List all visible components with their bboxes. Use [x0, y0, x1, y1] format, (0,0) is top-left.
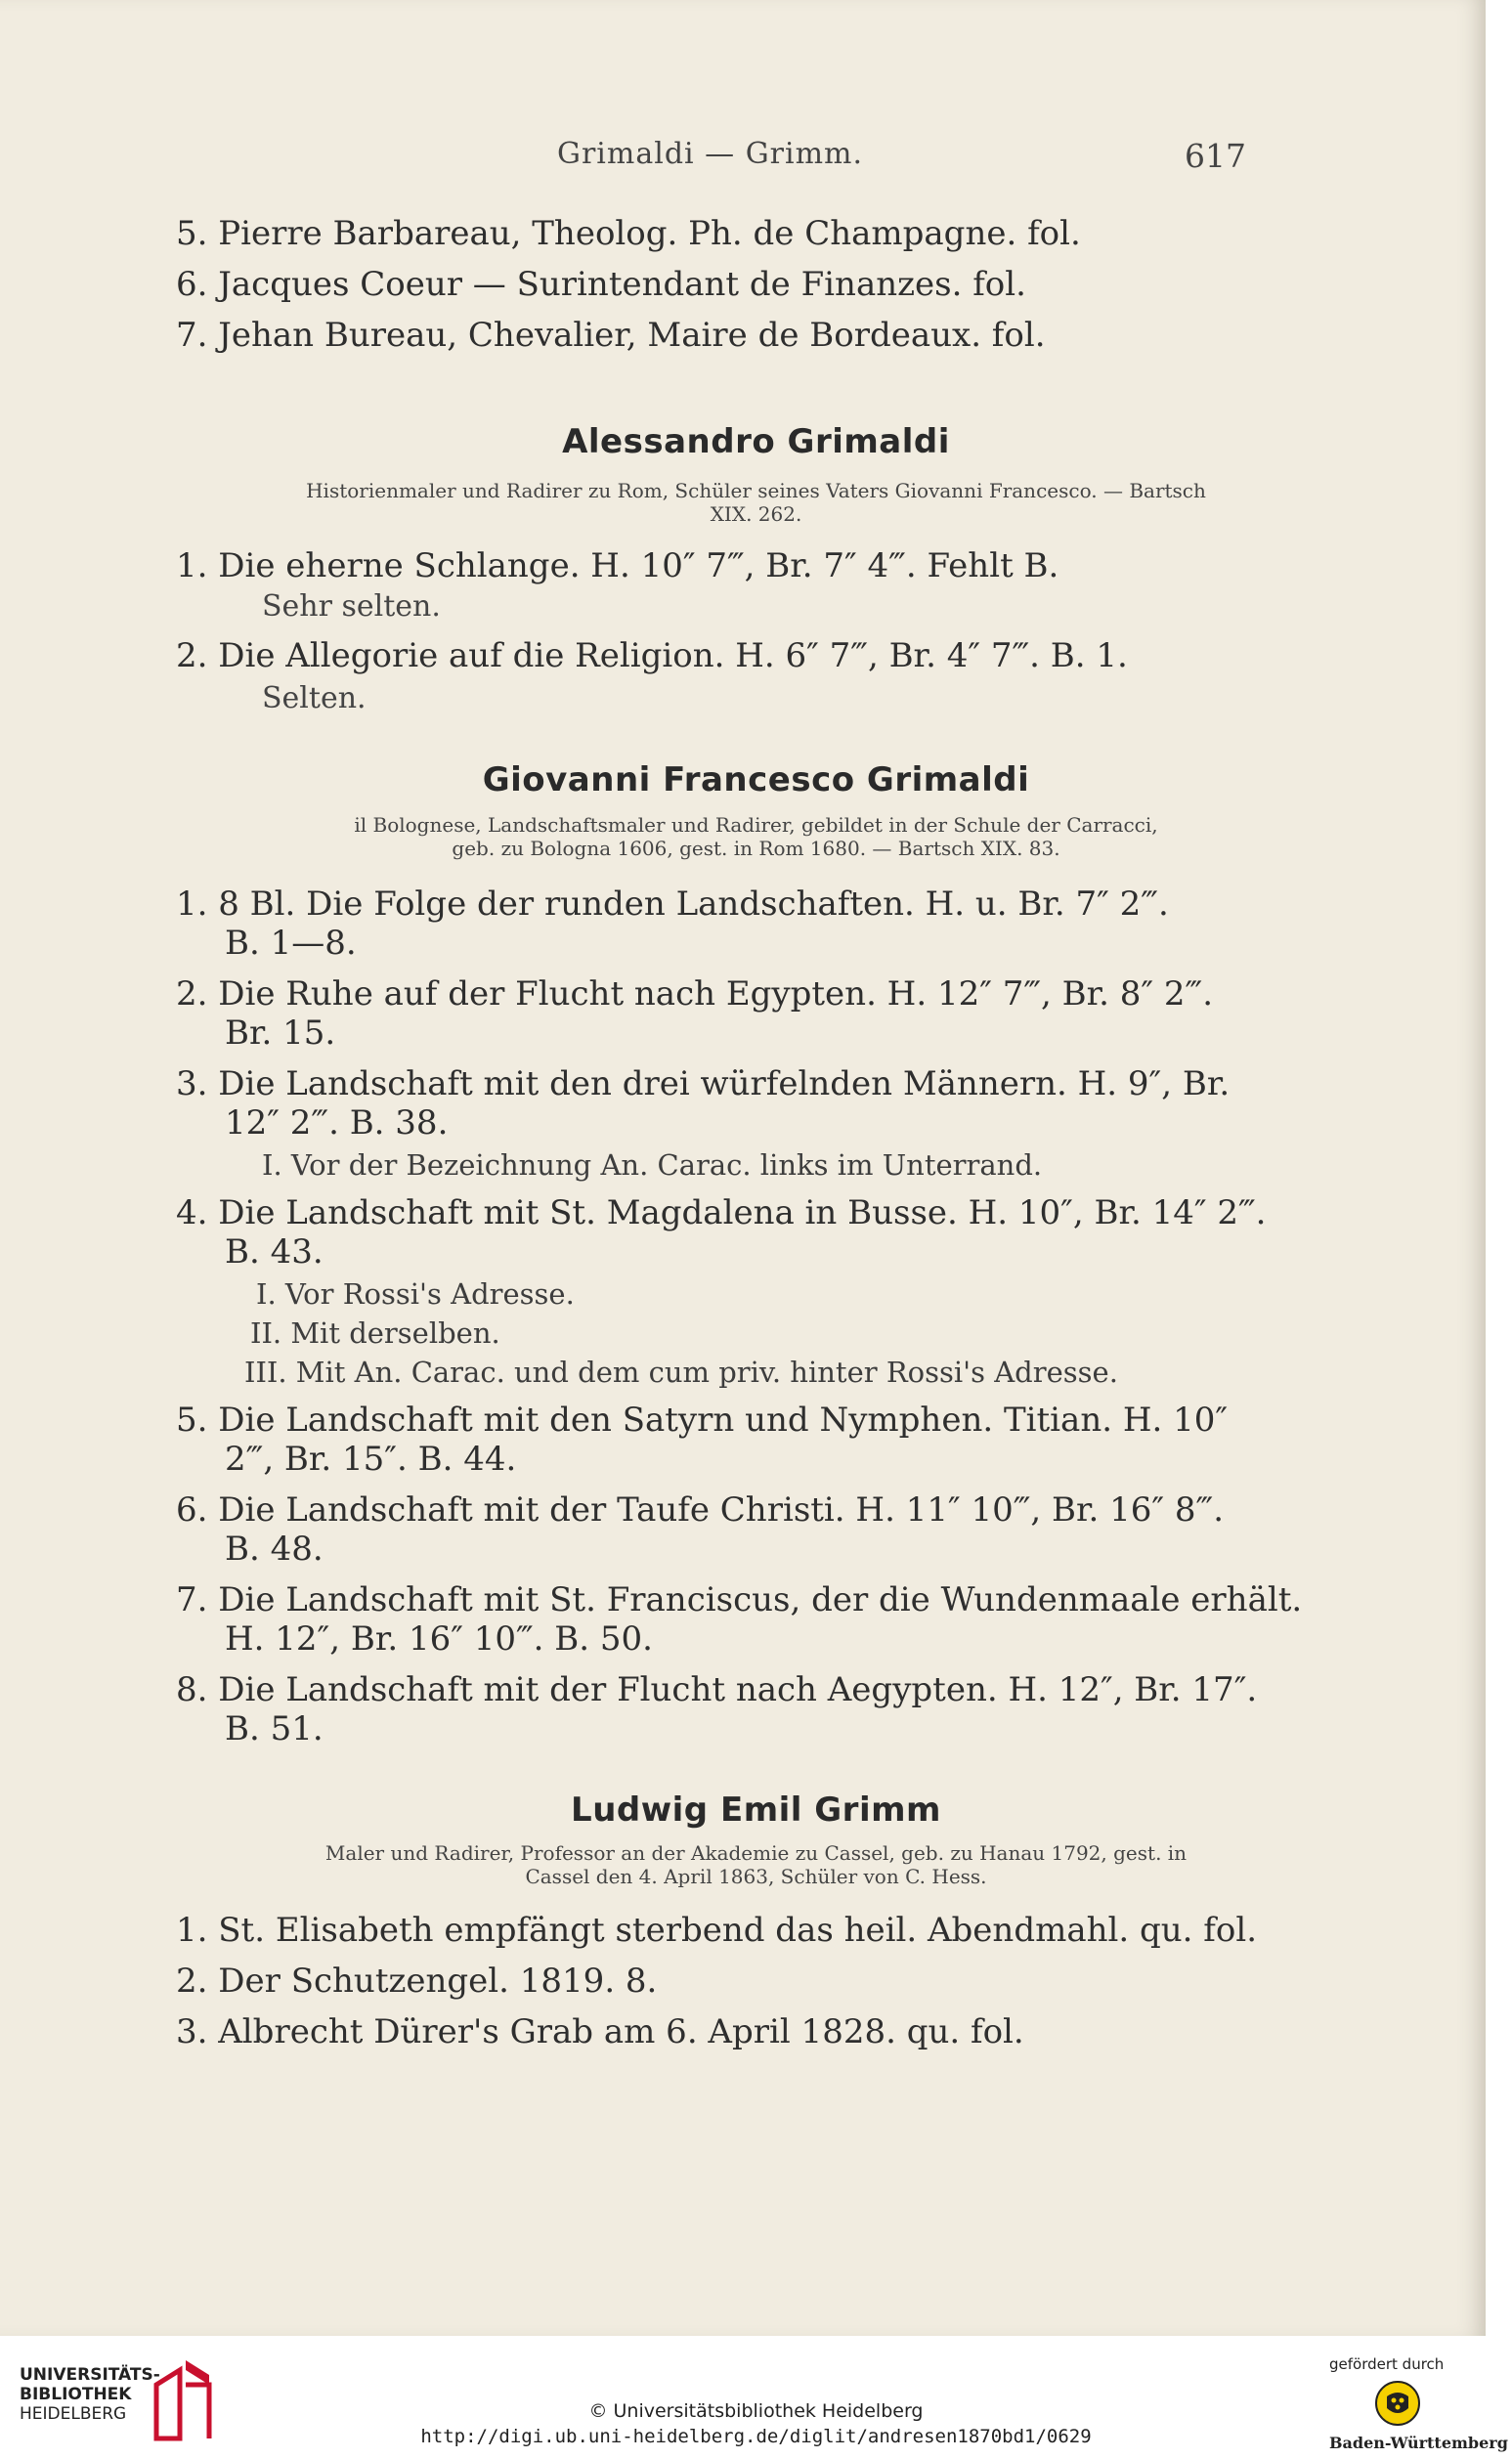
- entry-line-cont: Br. 15.: [225, 1014, 336, 1053]
- entry-line: 7. Jehan Bureau, Chevalier, Maire de Bordeaux. fol.: [176, 316, 1046, 355]
- artist-description-line: XIX. 262.: [710, 502, 802, 526]
- entry-line: 2. Der Schutzengel. 1819. 8.: [176, 1962, 658, 2001]
- state-seal-icon: [1373, 2379, 1422, 2428]
- entry-line-cont: B. 51.: [225, 1709, 324, 1748]
- entry-note: Selten.: [262, 681, 367, 715]
- copyright-notice: © Universitätsbibliothek Heidelberg: [588, 2400, 924, 2422]
- page-number: 617: [1185, 137, 1246, 175]
- state-note: II. Mit derselben.: [250, 1316, 500, 1350]
- entry-line: 7. Die Landschaft mit St. Franciscus, der die Wundenmaale erhält.: [176, 1580, 1303, 1619]
- state-note: III. Mit An. Carac. und dem cum priv. hinter Rossi's Adresse.: [244, 1356, 1118, 1389]
- state-note: I. Vor Rossi's Adresse.: [256, 1277, 575, 1311]
- entry-line: 4. Die Landschaft mit St. Magdalena in Busse. H. 10″, Br. 14″ 2‴.: [176, 1193, 1267, 1232]
- entry-line: 8. Die Landschaft mit der Flucht nach Aegypten. H. 12″, Br. 17″.: [176, 1670, 1258, 1709]
- entry-line: 5. Die Landschaft mit den Satyrn und Nymphen. Titian. H. 10″: [176, 1401, 1229, 1440]
- artist-heading: Giovanni Francesco Grimaldi: [482, 760, 1030, 799]
- entry-line: 3. Die Landschaft mit den drei würfelnden Männern. H. 9″, Br.: [176, 1064, 1231, 1103]
- entry-line: 5. Pierre Barbareau, Theolog. Ph. de Champagne. fol.: [176, 214, 1081, 253]
- entry-line: 1. Die eherne Schlange. H. 10″ 7‴, Br. 7″ 4‴. Fehlt B.: [176, 546, 1059, 585]
- entry-line-cont: B. 1—8.: [225, 924, 357, 963]
- entry-line: 1. 8 Bl. Die Folge der runden Landschaften. H. u. Br. 7″ 2‴.: [176, 884, 1169, 924]
- artist-heading: Alessandro Grimaldi: [562, 422, 950, 461]
- artist-description-line: Historienmaler und Radirer zu Rom, Schüler seines Vaters Giovanni Francesco. — Bartsch: [306, 479, 1206, 502]
- artist-description-line: il Bolognese, Landschaftsmaler und Radirer, gebildet in der Schule der Carracci,: [354, 813, 1158, 837]
- entry-line: 3. Albrecht Dürer's Grab am 6. April 1828. qu. fol.: [176, 2012, 1024, 2051]
- artist-description-line: geb. zu Bologna 1606, gest. in Rom 1680. — Bartsch XIX. 83.: [452, 837, 1060, 860]
- library-name-line: BIBLIOTHEK: [20, 2385, 132, 2404]
- library-name-line: UNIVERSITÄTS-: [20, 2365, 160, 2385]
- artist-description-line: Cassel den 4. April 1863, Schüler von C. Hess.: [525, 1865, 987, 1888]
- artist-heading: Ludwig Emil Grimm: [571, 1790, 941, 1830]
- entry-line-cont: H. 12″, Br. 16″ 10‴. B. 50.: [225, 1619, 653, 1659]
- funder-label: gefördert durch: [1329, 2355, 1445, 2373]
- source-url[interactable]: http://digi.ub.uni-heidelberg.de/diglit/andresen1870bd1/0629: [420, 2426, 1092, 2447]
- entry-line-cont: 2‴, Br. 15″. B. 44.: [225, 1440, 517, 1479]
- state-note: I. Vor der Bezeichnung An. Carac. links im Unterrand.: [262, 1148, 1043, 1182]
- library-name-line: HEIDELBERG: [20, 2404, 127, 2424]
- entry-line-cont: B. 43.: [225, 1232, 324, 1272]
- entry-line: 6. Jacques Coeur — Surintendant de Finanzes. fol.: [176, 265, 1026, 304]
- running-header: [166, 137, 1246, 186]
- entry-line: 2. Die Allegorie auf die Religion. H. 6″ 7‴, Br. 4″ 7‴. B. 1.: [176, 636, 1128, 675]
- entry-line-cont: 12″ 2‴. B. 38.: [225, 1103, 449, 1143]
- entry-line: 2. Die Ruhe auf der Flucht nach Egypten. H. 12″ 7‴, Br. 8″ 2‴.: [176, 974, 1214, 1014]
- header-title: Grimaldi — Grimm.: [557, 137, 864, 171]
- entry-line-cont: B. 48.: [225, 1530, 324, 1569]
- artist-description-line: Maler und Radirer, Professor an der Akademie zu Cassel, geb. zu Hanau 1792, gest. in: [324, 1841, 1188, 1865]
- entry-note: Sehr selten.: [262, 589, 441, 624]
- entry-line: 6. Die Landschaft mit der Taufe Christi. H. 11″ 10‴, Br. 16″ 8‴.: [176, 1490, 1225, 1530]
- entry-line: 1. St. Elisabeth empfängt sterbend das heil. Abendmahl. qu. fol.: [176, 1911, 1257, 1950]
- funder-name: Baden-Württemberg: [1329, 2434, 1508, 2452]
